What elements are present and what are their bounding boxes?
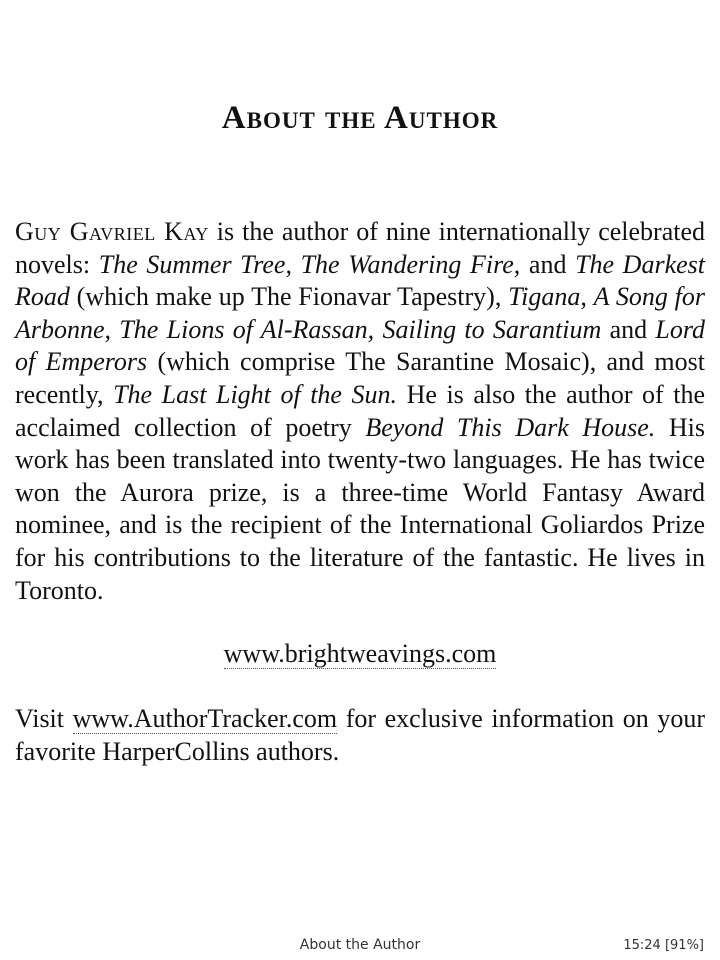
brightweavings-link[interactable]: www.brightweavings.com [223, 639, 497, 668]
book-title: Lord of Emperors [15, 314, 706, 377]
bio-text [587, 282, 594, 311]
footer-status: 15:24 [91%] [623, 938, 704, 953]
book-title: A Song for Arbonne, [15, 282, 706, 344]
bio-text: and [520, 249, 576, 279]
bio-text: is the author of nine internationally celebrated novels: [15, 217, 706, 279]
bio-text: He is also the author of the acclaimed collection of poetry [15, 379, 705, 442]
book-title: Beyond This Dark House. [365, 412, 656, 442]
visit-suffix: for exclusive information on your favorite HarperCollins authors. [15, 704, 705, 766]
bio-text [292, 250, 301, 279]
visit-prefix: Visit [15, 704, 73, 733]
page-title: About the Author [221, 100, 499, 136]
bio-text: His work has been translated into twenty-two languages. He has twice won the Aurora prize, is a three-time World Fantasy Award nominee, and is the recipient of the International Goliardos Prize for his contributions to the literature of the fantastic. He lives in Toronto. [15, 412, 705, 605]
bio-text: and [601, 314, 656, 344]
footer-chapter-title: About the Author [299, 937, 421, 953]
book-title: The Last Light of the Sun. [113, 379, 398, 409]
author-bio-paragraph [15, 216, 705, 607]
book-title: The Darkest Road [15, 249, 705, 312]
bio-text: (which comprise The Sarantine Mosaic), and most recently, [15, 347, 705, 409]
book-title: Tigana, [508, 282, 587, 312]
authortracker-link[interactable]: www.AuthorTracker.com [72, 704, 338, 733]
author-name: Guy Gavriel Kay [15, 217, 209, 246]
book-title: The Wandering Fire, [300, 249, 521, 279]
bio-text: (which make up The Fionavar Tapestry), [69, 282, 509, 312]
visit-paragraph [15, 703, 705, 768]
book-title: The Summer Tree, [98, 249, 292, 279]
book-title: The Lions of Al-Rassan, [119, 314, 375, 344]
website-line [0, 638, 720, 670]
book-title: Sailing to Sarantium [382, 314, 602, 344]
